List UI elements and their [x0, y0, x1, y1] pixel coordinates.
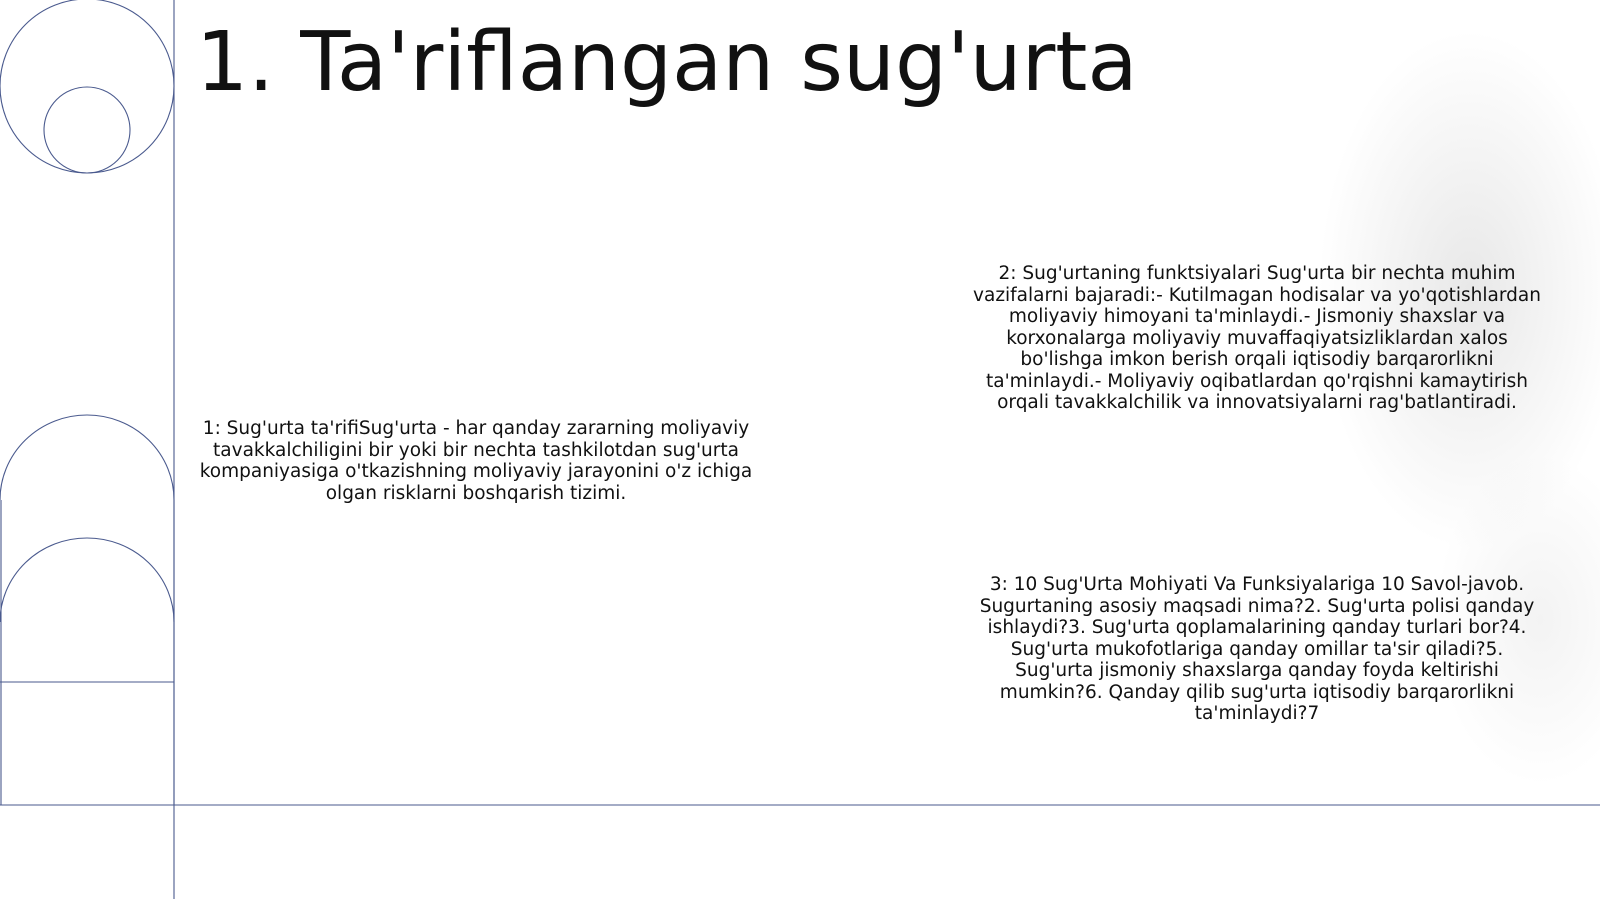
small-circle-outline — [44, 87, 130, 173]
text-block-functions: 2: Sug'urtaning funktsiyalari Sug'urta bir nechta muhim vazifalarni bajaradi:- Kutilmagan hodisalar va yo'qotishlardan moliyaviy himoyani ta'minlaydi.- Jismoniy shaxslar va korxonalarga moliyaviy muvaffaqiyatsizliklardan xalos bo'lishga imkon berish orqali iqtisodiy barqarorlikni ta'minlaydi.- Moliyaviy oqibatlardan qo'rqishni kamaytirish orqali tavakkalchilik va innovatsiyalarni rag'batlantiradi. — [973, 263, 1541, 413]
text-block-definition: 1: Sug'urta ta'rifiSug'urta - har qanday zararning moliyaviy tavakkalchiligini bir yoki bir nechta tashkilotdan sug'urta kompaniyasiga o'tkazishning moliyaviy jarayonini o'z ichiga olgan risklarni boshqarish tizimi. — [199, 418, 753, 504]
text-block-questions: 3: 10 Sug'Urta Mohiyati Va Funksiyalariga 10 Savol-javob. Sugurtaning asosiy maqsadi nima?2. Sug'urta polisi qanday ishlaydi?3. Sug'urta qoplamalarining qanday turlari bor?4. Sug'urta mukofotlariga qanday omillar ta'sir qiladi?5. Sug'urta jismoniy shaxslarga qanday foyda keltirishi mumkin?6. Qanday qilib sug'urta iqtisodiy barqarorlikni ta'minlaydi?7 — [979, 574, 1535, 724]
slide-title: 1. Ta'riflangan sug'urta — [196, 15, 1138, 110]
upper-arch-outline — [0, 415, 174, 805]
lower-arch-outline — [0, 538, 174, 622]
